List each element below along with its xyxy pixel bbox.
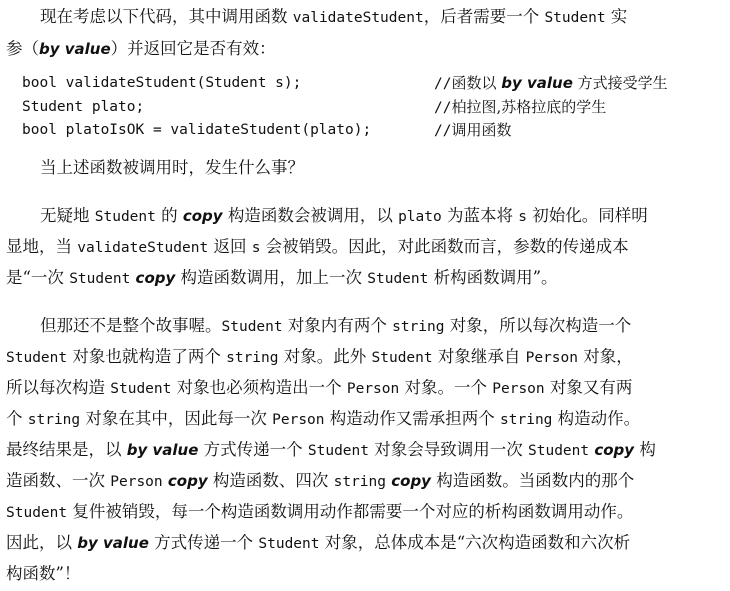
emphasis-term: copy: [391, 472, 431, 490]
emphasis-term: by value: [77, 534, 149, 552]
body-text: 复件被销毁，每一个构造函数调用动作都需要一个对应的析构函数调用动作。: [67, 502, 634, 521]
body-text: 返回: [208, 237, 252, 256]
body-text: 会被销毁。因此，对此函数而言，参数的传递成本: [260, 237, 629, 256]
intro-line-2: [6, 36, 276, 62]
body-text: 对象也必须构造出一个: [171, 378, 347, 397]
body-text: 柏拉图,苏格拉底的学生: [451, 98, 607, 116]
code-term: Student: [6, 505, 68, 521]
paragraph-line: [40, 203, 648, 229]
code-term: string: [333, 474, 386, 490]
paragraph-line: [6, 344, 633, 370]
emphasis-term: copy: [594, 441, 635, 459]
body-text: 初始化。同样明: [526, 206, 648, 225]
code-term: Student: [544, 10, 606, 26]
emphasis-term: copy: [167, 472, 208, 490]
body-text: 对象，所以每次构造一个: [444, 316, 632, 335]
paragraph-line: [6, 406, 640, 432]
code-comment: [434, 118, 511, 142]
code-term: Student: [528, 443, 590, 459]
code-term: validateStudent: [77, 240, 209, 256]
body-text: 对象，: [578, 347, 633, 366]
emphasis-term: by value: [126, 441, 199, 459]
emphasis-term: copy: [182, 207, 223, 225]
paragraph-line: [6, 499, 633, 525]
code-line: bool platoIsOK = validateStudent(plato);: [22, 122, 372, 138]
body-text: 无疑地: [40, 206, 95, 225]
body-text: 对象也就构造了两个: [67, 347, 227, 366]
code-term: Student: [367, 271, 429, 287]
intro-line-1: [40, 4, 627, 30]
body-text: 因此，以: [6, 533, 78, 552]
body-text: 对象在其中，因此每一次: [80, 409, 273, 428]
question-text: 当上述函数被调用时，发生什么事？: [40, 158, 304, 177]
code-term: plato: [398, 209, 442, 225]
body-text: 方式接受学生: [572, 74, 668, 92]
code-term: string: [27, 412, 81, 428]
body-text: 调用函数: [451, 121, 512, 139]
body-text: 构造函数、四次: [207, 471, 334, 490]
paragraph-line: [6, 437, 656, 463]
body-text: 构造函数会被调用，以: [222, 206, 399, 225]
body-text: 为蓝本将: [441, 206, 519, 225]
body-text: 构造动作。: [552, 409, 641, 428]
code-term: s: [518, 209, 527, 225]
code-term: string: [392, 319, 445, 335]
code-line: bool validateStudent(Student s);: [22, 75, 302, 91]
code-term: string: [226, 350, 279, 366]
body-text: 对象。此外: [278, 347, 372, 366]
code-term: Student: [258, 536, 320, 552]
body-text: 但那还不是整个故事喔。: [40, 316, 222, 335]
code-term: Person: [525, 350, 578, 366]
emphasis-term: by value: [501, 74, 573, 92]
body-text: 所以每次构造: [6, 378, 111, 397]
body-text: 显地，当: [6, 237, 78, 256]
body-text: 构造函数。当函数内的那个: [430, 471, 635, 490]
code-term: Student: [69, 271, 131, 287]
body-text: 最终结果是，以: [6, 440, 127, 459]
emphasis-term: copy: [135, 269, 176, 287]
code-term: Student: [94, 209, 156, 225]
body-text: 实: [605, 7, 628, 26]
body-text: 造函数、一次: [6, 471, 111, 490]
body-text: 析构函数调用”。: [428, 268, 558, 287]
code-term: Person: [110, 474, 163, 490]
code-term: Student: [307, 443, 369, 459]
body-text: 的: [155, 206, 183, 225]
code-term: Student: [110, 381, 172, 397]
body-text: 对象，总体成本是“六次构造函数和六次析: [319, 533, 631, 552]
code-term: Person: [346, 381, 400, 397]
body-text: 构造函数调用，加上一次: [175, 268, 368, 287]
body-text: 构函数”！: [6, 564, 81, 583]
code-term: s: [251, 240, 261, 256]
code-comment: [434, 95, 606, 119]
comment-prefix: //: [434, 76, 452, 92]
body-text: 构造动作又需承担两个: [324, 409, 501, 428]
body-text: 方式传递一个: [198, 440, 308, 459]
code-term: Person: [272, 412, 325, 428]
code-term: validateStudent: [292, 10, 424, 26]
body-text: 是“一次: [6, 268, 70, 287]
body-text: 函数以: [451, 74, 502, 92]
body-text: 参（: [6, 39, 39, 58]
comment-prefix: //: [434, 100, 452, 116]
paragraph-line: [6, 530, 630, 556]
emphasis-term: by value: [39, 40, 111, 58]
code-term: Person: [492, 381, 545, 397]
paragraph-line: [6, 468, 634, 494]
body-text: 方式传递一个: [148, 533, 259, 552]
paragraph-line: [6, 234, 629, 260]
body-text: ，后者需要一个: [423, 7, 545, 26]
code-line: Student plato;: [22, 99, 145, 115]
body-text: 现在考虑以下代码，其中调用函数: [40, 7, 293, 26]
body-text: 对象内有两个: [282, 316, 393, 335]
paragraph-line: [6, 375, 632, 401]
body-text: ）并返回它是否有效：: [110, 39, 276, 58]
code-term: string: [500, 412, 553, 428]
paragraph-line: [40, 313, 631, 339]
body-text: 对象会导致调用一次: [369, 440, 528, 459]
body-text: 构: [634, 440, 656, 459]
paragraph-line: [6, 265, 558, 291]
code-comment: [434, 71, 668, 95]
comment-prefix: //: [434, 123, 452, 139]
body-text: 对象又有两: [544, 378, 633, 397]
body-text: 个: [6, 409, 28, 428]
code-term: Student: [221, 319, 283, 335]
paragraph-line: [6, 561, 80, 587]
code-term: Student: [6, 350, 68, 366]
code-term: Student: [371, 350, 433, 366]
body-text: 对象继承自: [432, 347, 526, 366]
body-text: 对象。一个: [399, 378, 493, 397]
